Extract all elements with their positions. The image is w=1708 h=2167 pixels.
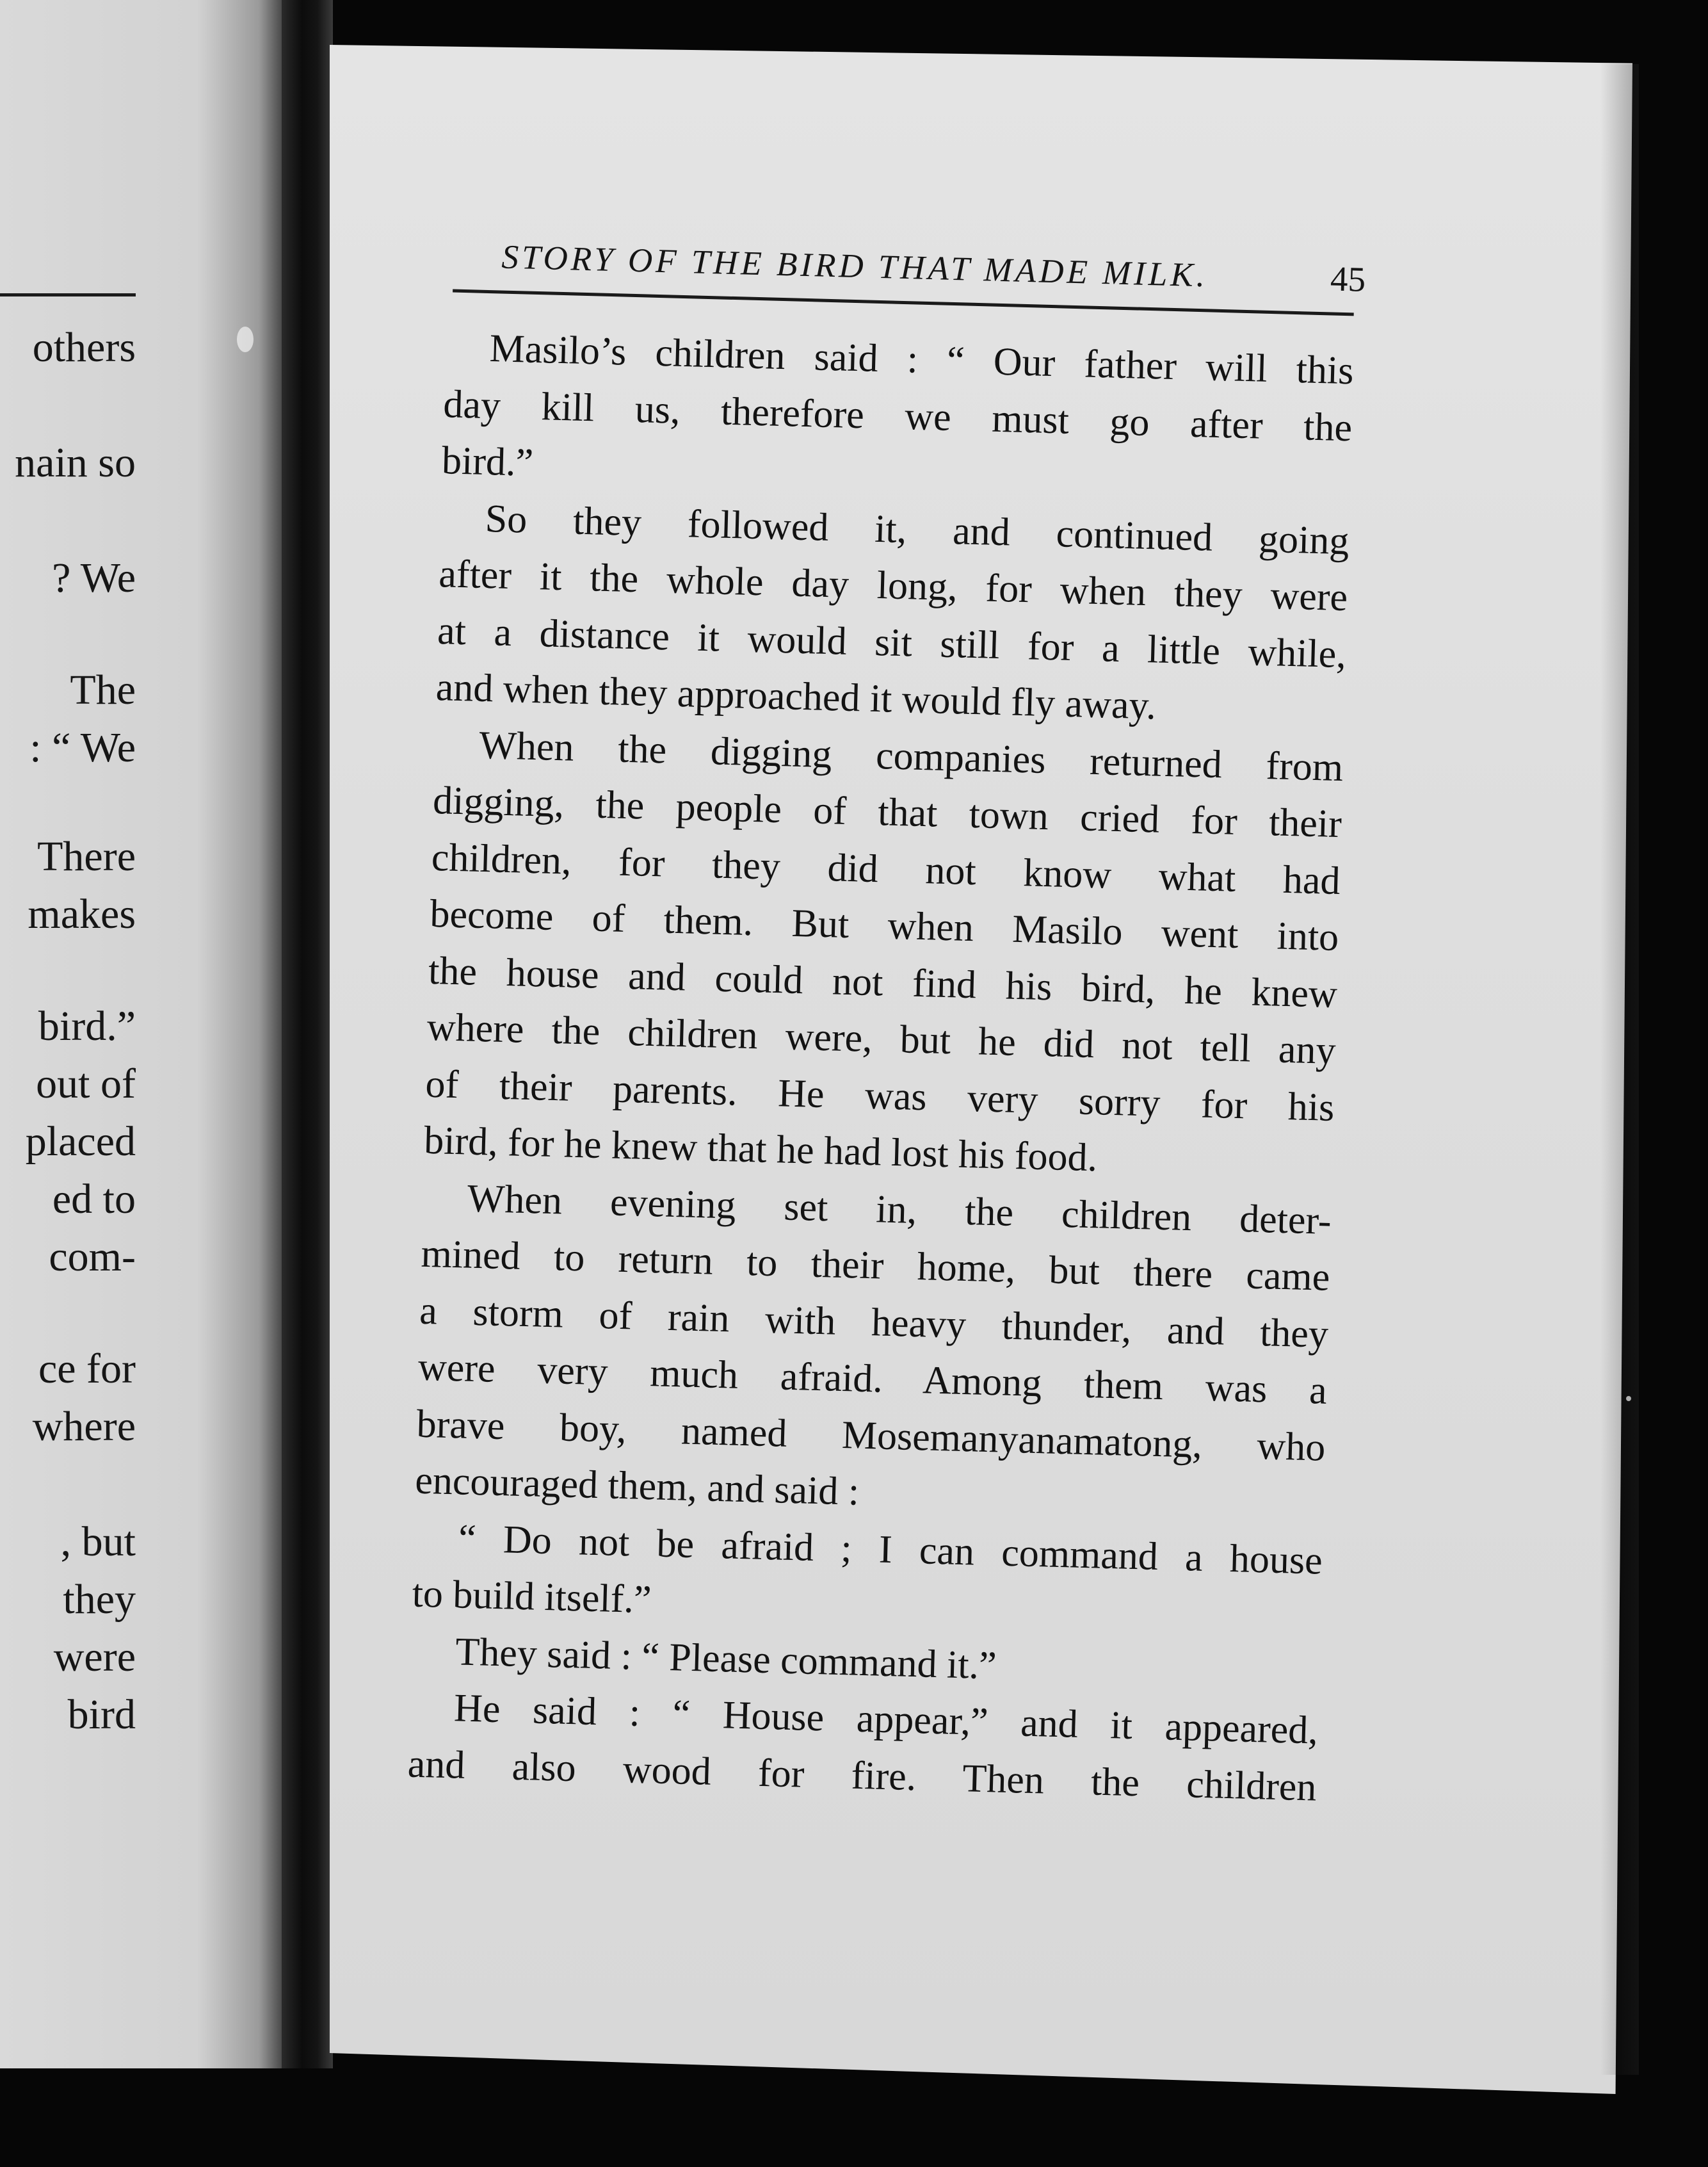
body-line: When the digging companies returned from xyxy=(478,723,1344,790)
body-line: of their parents. He was very sorry for his xyxy=(424,1062,1335,1130)
left-page-line: makes xyxy=(28,891,136,937)
body-line: at a distance it would sit still for a little while, xyxy=(437,609,1347,677)
left-page-line: ? We xyxy=(52,555,136,601)
left-page-line: others xyxy=(32,324,136,371)
body-line: “ Do not be afraid ; I can command a house xyxy=(458,1516,1323,1583)
body-line: day kill us, therefore we must go after the xyxy=(442,382,1353,450)
body-line: When evening set in, the children deter- xyxy=(467,1176,1332,1243)
body-line: become of them. But when Masilo went into xyxy=(429,891,1340,960)
body-line: He said : “ House appear,” and it appeared, xyxy=(453,1686,1319,1753)
body-line: where the children were, but he did not tell any xyxy=(426,1005,1337,1073)
body-line: mined to return to their home, but there came xyxy=(420,1231,1331,1299)
left-page-line: ed to xyxy=(52,1176,136,1222)
body-line: bird.” xyxy=(441,439,534,485)
body-line: the house and could not find his bird, he knew xyxy=(428,948,1338,1017)
left-page-line: were xyxy=(53,1634,136,1680)
left-page-line: com- xyxy=(49,1233,136,1280)
body-line: and when they approached it would fly away. xyxy=(435,665,1157,728)
dust-speck xyxy=(237,327,254,352)
body-line: brave boy, named Mosemanyanamatong, who xyxy=(415,1402,1326,1470)
dust-speck xyxy=(1626,1396,1631,1401)
running-head: STORY OF THE BIRD THAT MADE MILK. xyxy=(501,238,1209,295)
left-page-line: ce for xyxy=(38,1345,136,1392)
body-line: They said : “ Please command it.” xyxy=(455,1630,997,1688)
left-page-line: where xyxy=(32,1403,136,1450)
body-line: digging, the people of that town cried for their xyxy=(432,778,1342,847)
page-number: 45 xyxy=(1330,259,1366,299)
body-line: after it the whole day long, for when they were xyxy=(438,552,1348,620)
body-line: So they followed it, and continued going xyxy=(484,496,1350,564)
left-page-line: out of xyxy=(36,1060,136,1107)
header-rule xyxy=(453,289,1354,316)
body-line: children, for they did not know what had xyxy=(431,835,1341,904)
body-line: and also wood for fire. Then the children xyxy=(407,1742,1317,1810)
left-page-line: bird xyxy=(67,1691,136,1738)
body-line: bird, for he knew that he had lost his food. xyxy=(423,1118,1098,1180)
left-page-line: nain so xyxy=(15,439,136,486)
body-line: were very much afraid. Among them was a xyxy=(417,1345,1328,1413)
left-page-line: they xyxy=(63,1576,136,1623)
left-page-line: , but xyxy=(60,1518,136,1565)
body-line: a storm of rain with heavy thunder, and they xyxy=(419,1288,1329,1356)
left-page-line: bird.” xyxy=(38,1003,136,1050)
left-page-line: The xyxy=(70,667,136,713)
body-line: to build itself.” xyxy=(411,1571,652,1622)
body-line: encouraged them, and said : xyxy=(414,1458,860,1514)
left-page-line: There xyxy=(37,833,136,880)
body-line: Masilo’s children said : “ Our father will this xyxy=(488,327,1355,393)
left-page-line: placed xyxy=(25,1118,136,1165)
left-page-line: : “ We xyxy=(29,724,136,771)
